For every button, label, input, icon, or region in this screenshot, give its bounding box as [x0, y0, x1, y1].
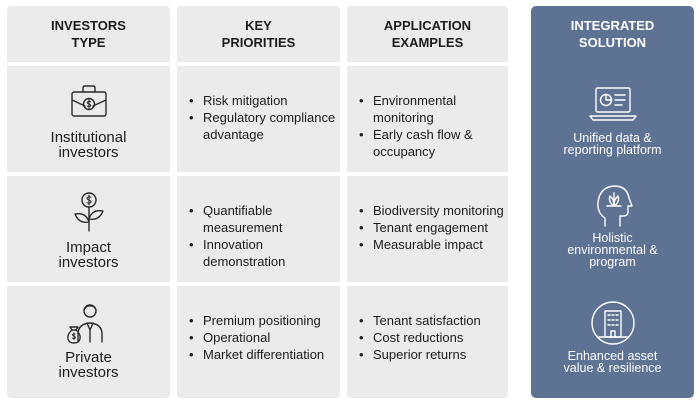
list-item: • Environmental monitoring: [359, 92, 504, 126]
investor-type-label: Private investors: [58, 349, 119, 381]
priorities-list: [189, 202, 336, 270]
priorities-header: KEY PRIORITIES: [177, 6, 340, 62]
list-item: • Tenant satisfaction: [359, 312, 504, 329]
priorities-cell-private: [177, 286, 340, 398]
solution-label: Unified data & reporting platform: [563, 131, 662, 157]
list-item: • Tenant engagement: [359, 219, 504, 236]
investors-column: [7, 6, 170, 398]
briefcase-dollar-icon: [66, 80, 112, 126]
examples-header: APPLICATION EXAMPLES: [347, 6, 508, 62]
coin-plant-icon: [66, 190, 112, 236]
businessman-moneybag-icon: [66, 300, 112, 346]
investors-header: INVESTORS TYPE: [7, 6, 170, 62]
list-item: • Regulatory compliance advantage: [189, 109, 336, 143]
private-investors-cell: [7, 286, 170, 398]
impact-investors-cell: [7, 176, 170, 282]
institutional-investors-cell: [7, 66, 170, 172]
head-lotus-icon: [584, 182, 642, 228]
list-item: • Innovation demonstration: [189, 236, 336, 270]
examples-list: [359, 312, 504, 363]
examples-cell-institutional: [347, 66, 508, 172]
list-item: • Cost reductions: [359, 329, 504, 346]
priorities-cell-impact: [177, 176, 340, 282]
priorities-list: [189, 312, 336, 363]
solution-item-platform: [531, 82, 694, 156]
solution-column: [531, 6, 694, 398]
priorities-list: [189, 92, 336, 143]
list-item: • Biodiversity monitoring: [359, 202, 504, 219]
examples-cell-impact: [347, 176, 508, 282]
investor-type-label: Institutional investors: [50, 129, 127, 161]
examples-cell-private: [347, 286, 508, 398]
building-circle-icon: [584, 300, 642, 346]
solution-item-holistic: [531, 182, 694, 268]
list-item: • Early cash flow & occupancy: [359, 126, 504, 160]
solution-label: Holistic environmental & program: [567, 231, 658, 269]
solution-label: Enhanced asset value & resilience: [563, 349, 662, 375]
list-item: • Superior returns: [359, 346, 504, 363]
examples-list: [359, 202, 504, 253]
list-item: • Operational: [189, 329, 336, 346]
priorities-column: [177, 6, 340, 398]
list-item: • Market differentiation: [189, 346, 336, 363]
investor-type-label: Impact investors: [58, 239, 119, 271]
solution-item-asset-value: [531, 300, 694, 374]
laptop-dashboard-icon: [584, 82, 642, 128]
list-item: • Quantifiable measurement: [189, 202, 336, 236]
examples-column: [347, 6, 508, 398]
priorities-cell-institutional: [177, 66, 340, 172]
list-item: • Premium positioning: [189, 312, 336, 329]
solution-header: INTEGRATED SOLUTION: [570, 18, 655, 50]
examples-list: [359, 92, 504, 160]
list-item: • Risk mitigation: [189, 92, 336, 109]
list-item: • Measurable impact: [359, 236, 504, 253]
